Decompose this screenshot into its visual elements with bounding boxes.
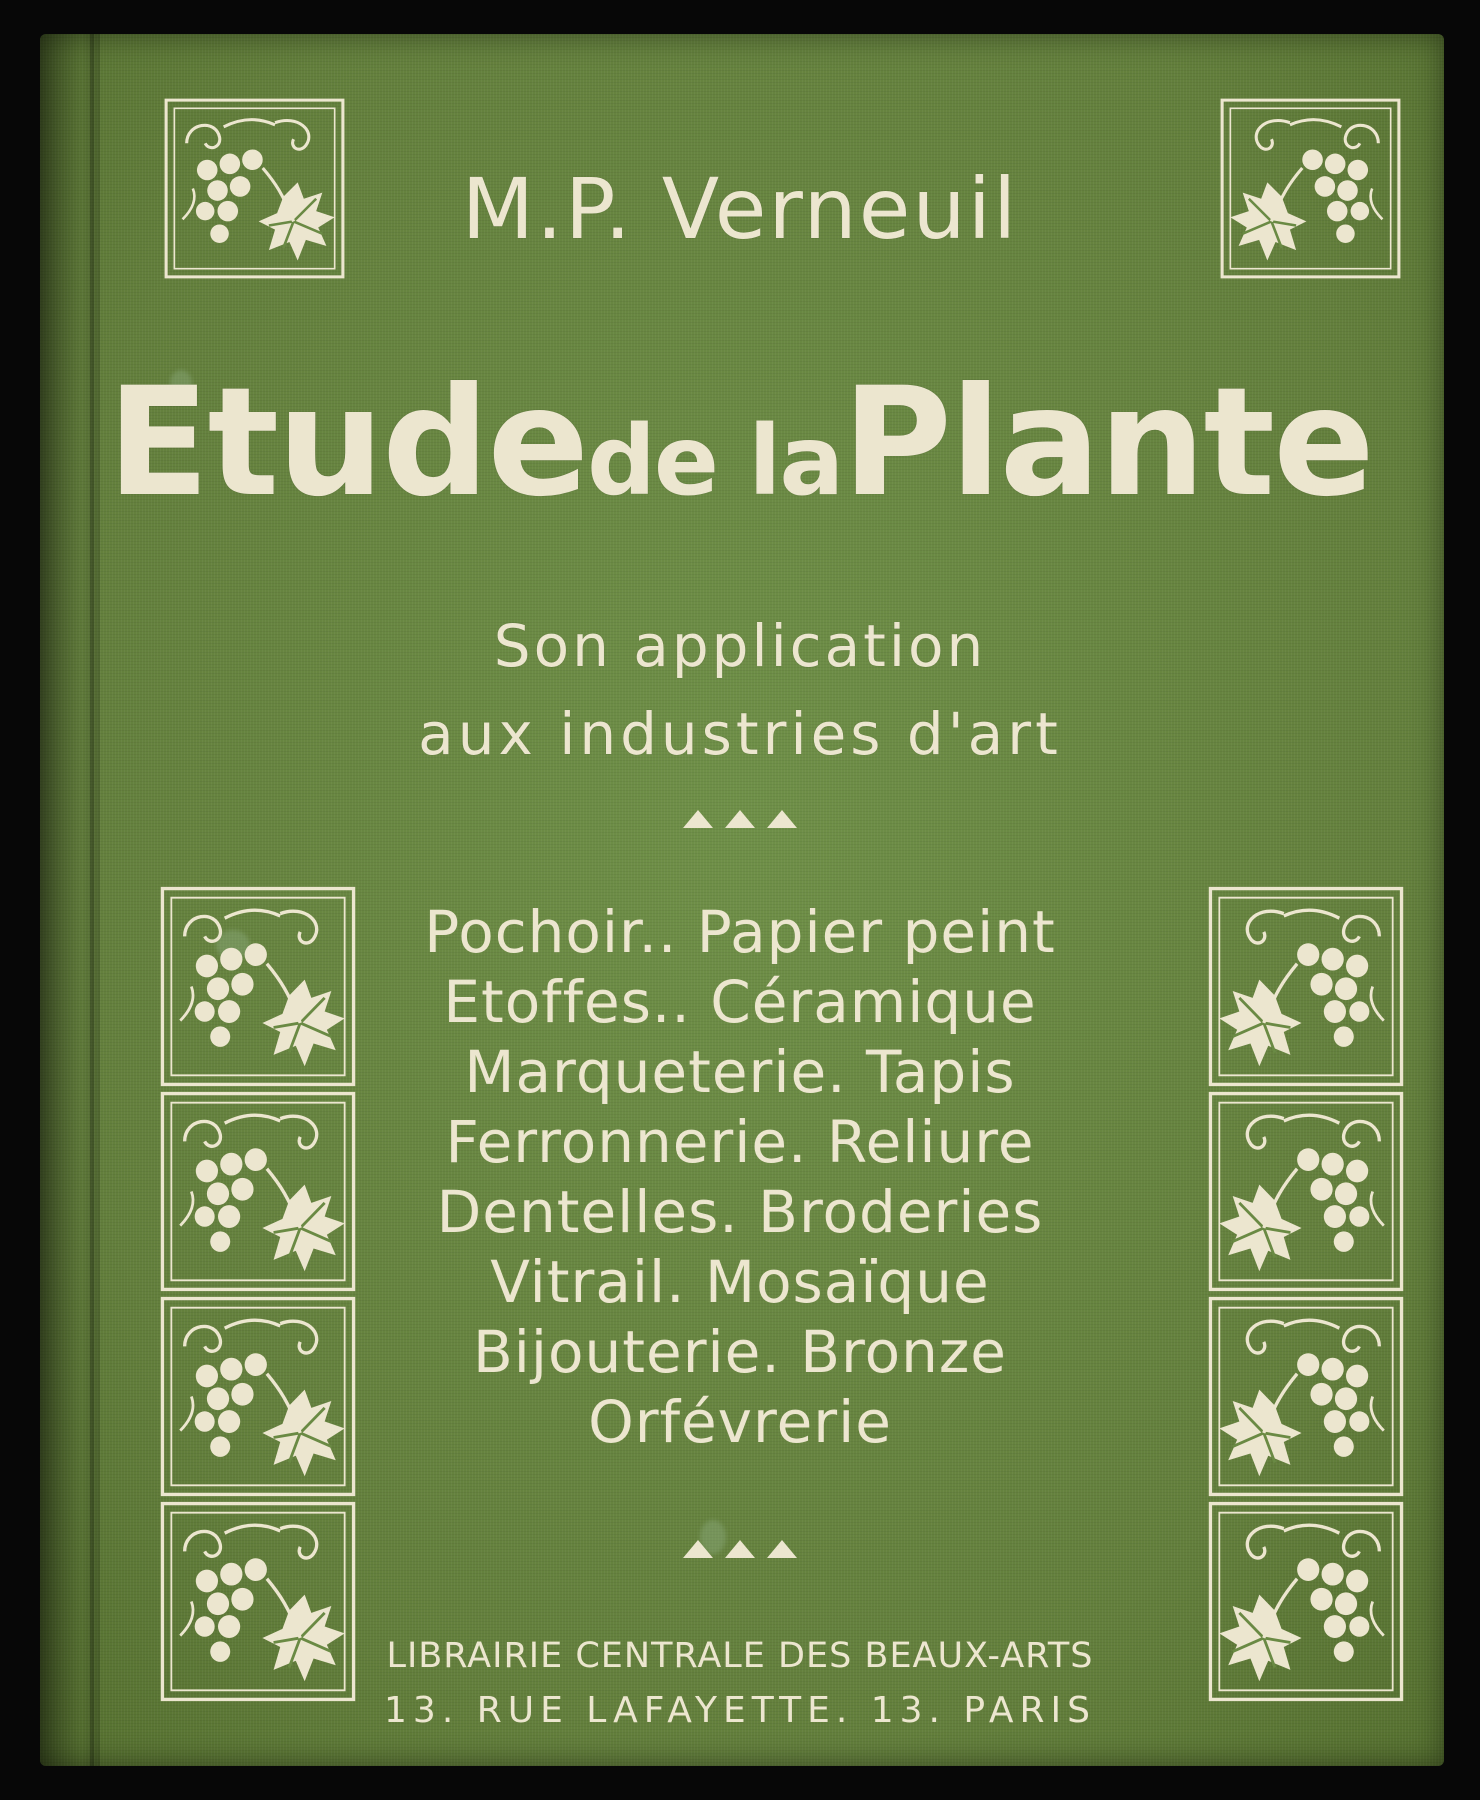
- application-line: Etoffes.. Céramique: [443, 968, 1037, 1036]
- application-line: Bijouterie. Bronze: [473, 1318, 1007, 1386]
- application-line: Pochoir.. Papier peint: [424, 898, 1056, 966]
- publisher-address: 13. RUE LAFAYETTE. 13. PARIS: [384, 1690, 1096, 1731]
- triangle-divider-icon: [0, 810, 1480, 832]
- application-line: Marqueterie. Tapis: [464, 1038, 1016, 1106]
- publisher-name: LIBRAIRIE CENTRALE DES BEAUX-ARTS: [386, 1636, 1094, 1676]
- subtitle-line-1: Son application: [493, 612, 987, 680]
- title-word-plante: Plante: [842, 356, 1373, 530]
- title-word-de-la: de la: [587, 405, 843, 517]
- book-title: [0, 356, 1480, 530]
- application-line: Orfévrerie: [588, 1388, 892, 1456]
- application-line: Ferronnerie. Reliure: [445, 1108, 1035, 1176]
- subtitle-line-2: aux industries d'art: [418, 700, 1062, 768]
- triangle-divider-icon: [0, 1540, 1480, 1562]
- title-word-etude: Etude: [107, 356, 588, 530]
- application-line: Vitrail. Mosaïque: [490, 1248, 990, 1316]
- author-name: M.P. Verneuil: [461, 160, 1019, 258]
- application-line: Dentelles. Broderies: [436, 1178, 1044, 1246]
